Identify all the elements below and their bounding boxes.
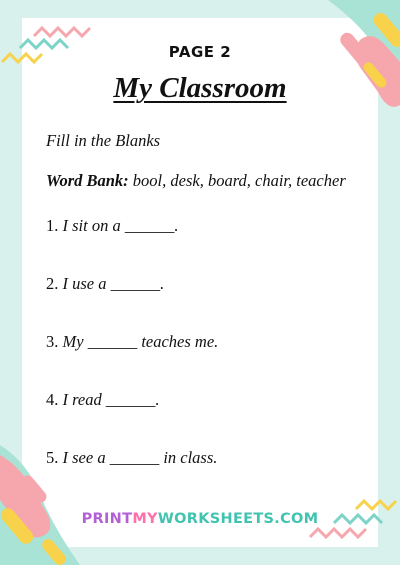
logo-part-my: MY (132, 511, 158, 527)
question-item (46, 216, 178, 236)
question-number: 1. (46, 216, 59, 235)
question-text: I use a ______. (62, 274, 165, 293)
question-item (46, 274, 164, 294)
question-text: I read ______. (62, 390, 160, 409)
question-text: I see a ______ in class. (62, 448, 218, 467)
logo-part-worksheets: WORKSHEETS.COM (157, 511, 319, 527)
question-text: I sit on a ______. (62, 216, 179, 235)
word-bank (46, 171, 346, 191)
question-number: 2. (46, 274, 59, 293)
question-item (46, 332, 218, 352)
question-item (46, 390, 160, 410)
question-item (46, 448, 217, 468)
instructions: Fill in the Blanks (46, 131, 161, 150)
question-number: 3. (46, 332, 59, 351)
page-label: PAGE 2 (168, 43, 232, 61)
page-title: My Classroom (113, 72, 287, 104)
question-number: 5. (46, 448, 59, 467)
word-bank-label: Word Bank: (46, 171, 129, 190)
question-text: My ______ teaches me. (62, 332, 219, 351)
site-logo (0, 511, 400, 527)
question-number: 4. (46, 390, 59, 409)
word-bank-words: bool, desk, board, chair, teacher (132, 171, 346, 190)
logo-part-print: PRINT (81, 511, 133, 527)
